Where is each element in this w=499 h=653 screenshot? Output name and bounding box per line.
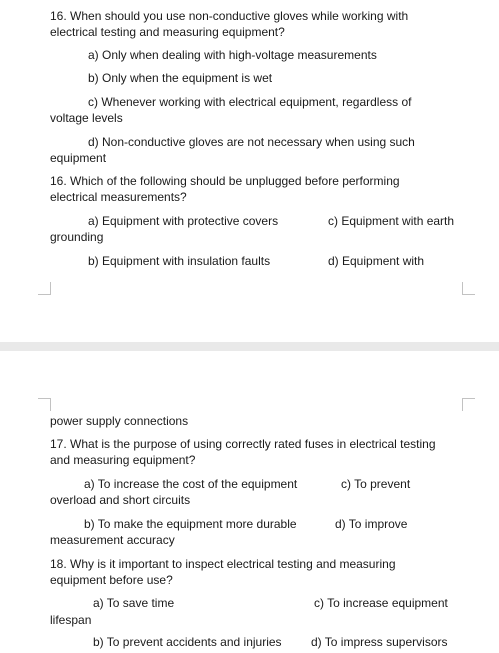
q17-option-d-cont: measurement accuracy xyxy=(50,533,175,547)
q17-option-c-cont: overload and short circuits xyxy=(50,493,191,507)
margin-corner-mark xyxy=(462,282,475,295)
q16b-option-c-cont: grounding xyxy=(50,230,104,244)
q16b-option-c: c) Equipment with earth xyxy=(328,214,455,228)
q17-option-a: a) To increase the cost of the equipment xyxy=(84,477,298,491)
document-page-bottom xyxy=(0,351,499,653)
q16a-option-c: c) Whenever working with electrical equipment, regardless of xyxy=(88,95,412,109)
margin-corner-mark xyxy=(38,398,51,411)
q17-option-c: c) To prevent xyxy=(341,477,411,491)
q16a-option-b: b) Only when the equipment is wet xyxy=(88,71,273,85)
margin-corner-mark xyxy=(462,398,475,411)
q16a-option-a: a) Only when dealing with high-voltage measurements xyxy=(88,48,377,62)
question-16b-text-cont: electrical measurements? xyxy=(50,190,187,204)
question-17-text: 17. What is the purpose of using correctly rated fuses in electrical testing xyxy=(50,437,436,451)
q16b-option-d: d) Equipment with xyxy=(328,254,425,268)
q16a-option-d-cont: equipment xyxy=(50,151,107,165)
q17-option-d: d) To improve xyxy=(335,517,408,531)
q16a-option-d: d) Non-conductive gloves are not necessary when using such xyxy=(88,135,415,149)
q17-option-b: b) To make the equipment more durable xyxy=(84,517,297,531)
question-16a-text: 16. When should you use non-conductive gloves while working with xyxy=(50,9,409,23)
q18-option-c: c) To increase equipment xyxy=(314,596,448,610)
question-17-text-cont: and measuring equipment? xyxy=(50,453,196,467)
question-16a-text-cont: electrical testing and measuring equipment? xyxy=(50,25,285,39)
q18-option-c-cont: lifespan xyxy=(50,613,92,627)
q16b-option-a: a) Equipment with protective covers xyxy=(88,214,279,228)
q16b-option-b: b) Equipment with insulation faults xyxy=(88,254,271,268)
q16a-option-c-cont: voltage levels xyxy=(50,111,123,125)
q18-option-b: b) To prevent accidents and injuries xyxy=(93,635,282,649)
question-18-text: 18. Why is it important to inspect electrical testing and measuring xyxy=(50,557,396,571)
page-break xyxy=(0,342,499,351)
q18-option-d: d) To impress supervisors xyxy=(311,635,448,649)
question-16b-text: 16. Which of the following should be unplugged before performing xyxy=(50,174,400,188)
q18-option-a: a) To save time xyxy=(93,596,175,610)
q16b-option-d-cont: power supply connections xyxy=(50,414,189,428)
question-18-text-cont: equipment before use? xyxy=(50,573,173,587)
margin-corner-mark xyxy=(38,282,51,295)
